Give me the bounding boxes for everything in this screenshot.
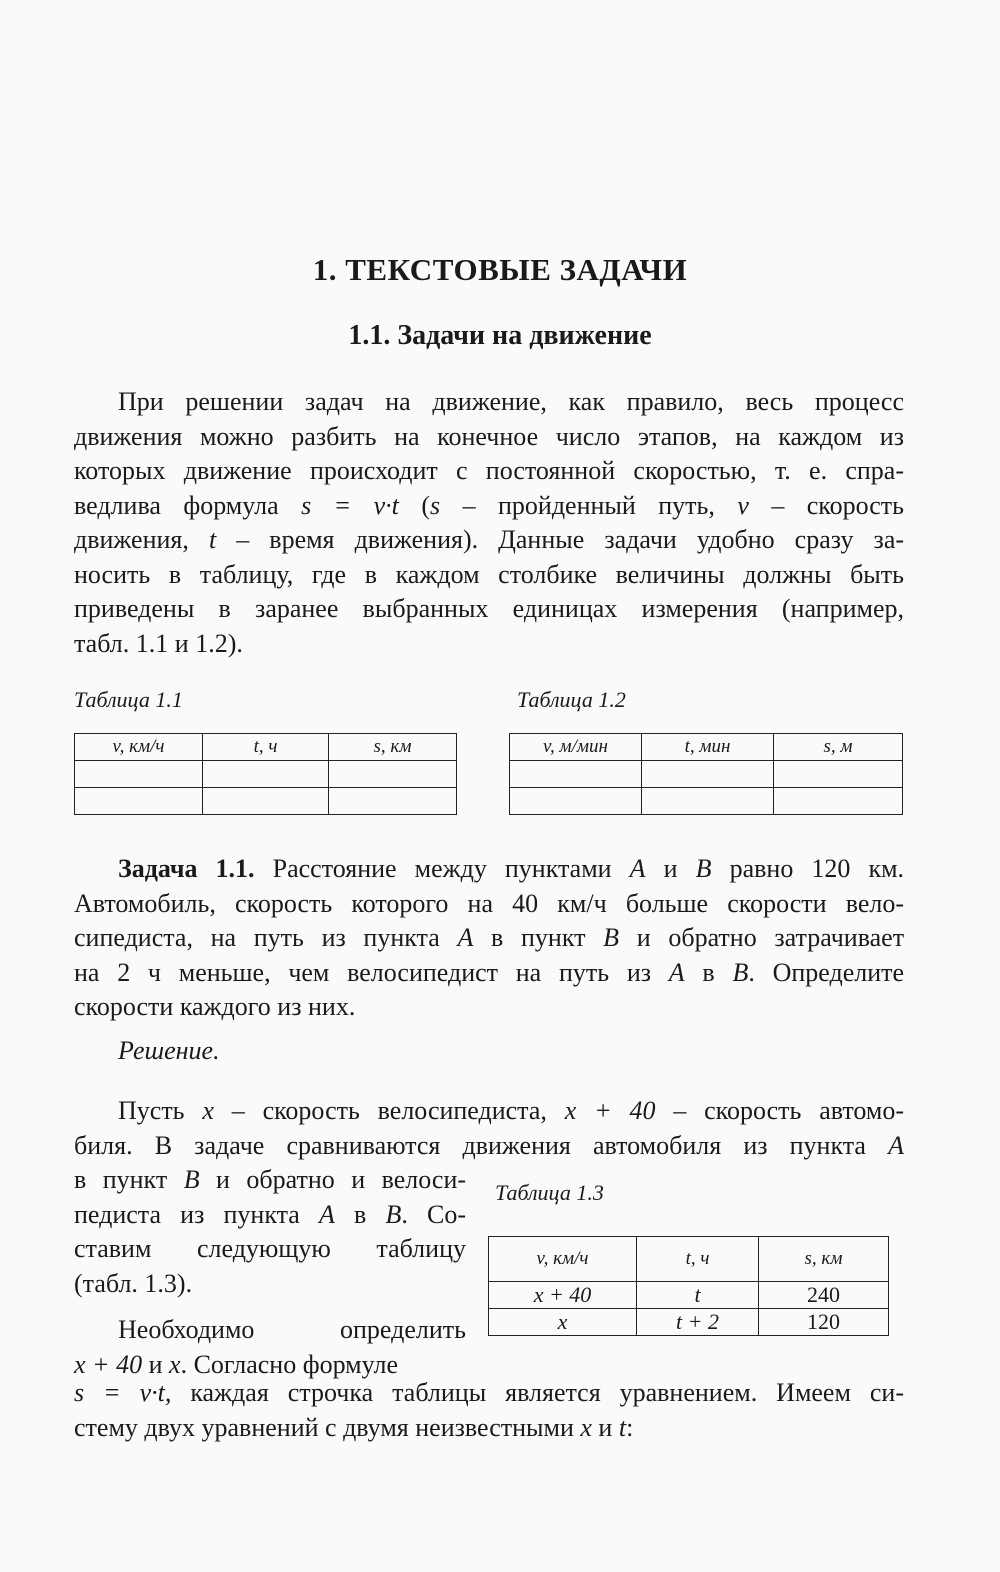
table-caption: Таблица 1.3 [495, 1180, 604, 1205]
solution-final-lines [74, 1376, 904, 1445]
text-fragment: – скорость [771, 490, 905, 520]
variable: A [668, 957, 685, 987]
table-cell [642, 761, 774, 788]
solution-paragraph [74, 1094, 904, 1163]
table-1-2 [509, 733, 903, 815]
text-fragment: в пункт [74, 1165, 168, 1194]
table-cell: 240 [759, 1282, 889, 1309]
text-fragment: . Определите [748, 957, 905, 987]
text-line [74, 1411, 904, 1446]
text-fragment: и обратно и велоси- [216, 1165, 467, 1194]
table-header-row [510, 734, 903, 761]
variable: v [737, 490, 749, 520]
table-cell [510, 788, 642, 815]
table-cell: 120 [759, 1309, 889, 1336]
text-fragment: движения, [74, 525, 189, 554]
text-fragment: и [663, 854, 678, 883]
variable: A [888, 1130, 904, 1160]
variable: t [208, 525, 217, 554]
text-fragment: в пункт [491, 923, 586, 952]
text-fragment: биля. В задаче сравниваются движения автомобиля из пункта [74, 1130, 866, 1160]
text-line: которых движение происходит с постоянной скоростью, т. е. спра- [74, 456, 904, 485]
text-line [74, 1163, 466, 1198]
formula: s = v·t, [74, 1378, 172, 1407]
text-fragment: и обратно затрачивает [636, 923, 905, 952]
table-row [489, 1309, 889, 1336]
solution-narrow-column [74, 1163, 466, 1382]
variable: s [430, 490, 441, 520]
header-cell: v, км/ч [489, 1237, 637, 1282]
table-row [510, 788, 903, 815]
table-header-row [75, 734, 457, 761]
table-row [510, 761, 903, 788]
variable: x [169, 1349, 181, 1379]
text-line [74, 921, 904, 956]
header-cell: v, м/мин [510, 734, 642, 761]
text-fragment: в [702, 957, 715, 987]
table-cell [510, 761, 642, 788]
text-line: При решении задач на движение, как правило, весь процесс [118, 387, 904, 416]
text-fragment: сипедиста, на путь из пункта [74, 923, 440, 952]
table-header-row [489, 1237, 889, 1282]
text-line [74, 1198, 466, 1233]
variable: B [695, 854, 712, 883]
table-cell [75, 788, 203, 815]
text-line: Автомобиль, скорость которого на 40 км/ч больше скорости вело- [74, 888, 904, 918]
solution-label: Решение. [118, 1036, 220, 1065]
text-fragment: : [626, 1412, 634, 1442]
table-cell [75, 761, 203, 788]
text-line: приведены в заранее выбранных единицах измерения (например, [74, 594, 904, 623]
text-line [74, 1376, 904, 1411]
formula: x + 40 [564, 1096, 656, 1125]
text-fragment: на 2 ч меньше, чем велосипедист на путь из [74, 957, 652, 987]
text-fragment: Пусть [118, 1096, 185, 1125]
formula: s = v·t [301, 490, 399, 520]
text-line: табл. 1.1 и 1.2). [74, 628, 243, 658]
table-1-3 [488, 1236, 889, 1336]
text-line [74, 489, 904, 524]
table-row [489, 1282, 889, 1309]
section-title: 1.1. Задачи на движение [348, 320, 652, 351]
header-cell: s, км [329, 734, 457, 761]
text-fragment: Расстояние между пунктами [272, 854, 612, 883]
text-fragment: равно 120 км. [729, 854, 905, 883]
table-row [75, 761, 457, 788]
chapter-title: 1. ТЕКСТОВЫЕ ЗАДАЧИ [312, 252, 688, 287]
variable: x [580, 1412, 592, 1442]
text-line [74, 852, 904, 887]
text-fragment: и [598, 1412, 613, 1442]
text-fragment: каждая строчка таблицы является уравнением. Имеем си- [190, 1378, 904, 1407]
text-line: ставим следующую таблицу [74, 1234, 466, 1263]
text-fragment: ведлива формула [74, 490, 279, 520]
text-fragment: ( [421, 490, 430, 520]
variable: B [732, 957, 749, 987]
text-line [74, 1129, 904, 1164]
table-caption: Таблица 1.1 [74, 687, 183, 712]
header-cell: t, ч [203, 734, 329, 761]
text-line: (табл. 1.3). [74, 1268, 193, 1298]
text-fragment: – время движения). Данные задачи удобно сразу за- [236, 525, 905, 554]
text-fragment: – пройденный путь, [462, 490, 715, 520]
header-cell: s, км [759, 1237, 889, 1282]
table-cell [203, 761, 329, 788]
text-fragment: и [148, 1349, 163, 1379]
text-fragment: – скорость автомо- [673, 1096, 905, 1125]
text-line: Необходимо определить [118, 1315, 466, 1344]
table-1-1 [74, 733, 457, 815]
variable: B [385, 1199, 402, 1229]
text-line [74, 1094, 904, 1129]
table-cell [203, 788, 329, 815]
header-cell: t, мин [642, 734, 774, 761]
table-cell [329, 761, 457, 788]
text-fragment: . Согласно формуле [180, 1349, 398, 1379]
header-cell: t, ч [637, 1237, 759, 1282]
variable: A [629, 854, 646, 883]
intro-paragraph [74, 385, 904, 661]
table-cell [642, 788, 774, 815]
table-cell: t [637, 1282, 759, 1309]
text-fragment: стему двух уравнений с двумя неизвестными [74, 1412, 574, 1442]
variable: B [603, 923, 620, 952]
variable: A [457, 923, 474, 952]
table-cell: x + 40 [489, 1282, 637, 1309]
table-caption: Таблица 1.2 [517, 687, 626, 712]
variable: A [319, 1199, 335, 1229]
header-cell: s, м [774, 734, 903, 761]
text-fragment: – скорость велосипедиста, [231, 1096, 547, 1125]
problem-label: Задача 1.1. [118, 854, 255, 883]
text-line: скорости каждого из них. [74, 992, 356, 1021]
text-fragment: . Со- [401, 1199, 467, 1229]
table-cell: t + 2 [637, 1309, 759, 1336]
table-row [75, 788, 457, 815]
formula: x + 40 [74, 1349, 143, 1379]
text-fragment: педиста из пункта [74, 1199, 300, 1229]
header-cell: v, км/ч [75, 734, 203, 761]
table-cell [774, 788, 903, 815]
table-cell [774, 761, 903, 788]
variable: t [618, 1412, 627, 1442]
problem-paragraph [74, 852, 904, 1025]
table-cell: x [489, 1309, 637, 1336]
text-line [74, 956, 904, 991]
variable: B [183, 1165, 200, 1194]
text-line [74, 523, 904, 558]
table-cell [329, 788, 457, 815]
variable: x [202, 1096, 214, 1125]
text-line: движения можно разбить на конечное число этапов, на каждом из [74, 421, 904, 451]
text-fragment: в [354, 1199, 367, 1229]
text-line: носить в таблицу, где в каждом столбике величины должны быть [74, 559, 904, 589]
